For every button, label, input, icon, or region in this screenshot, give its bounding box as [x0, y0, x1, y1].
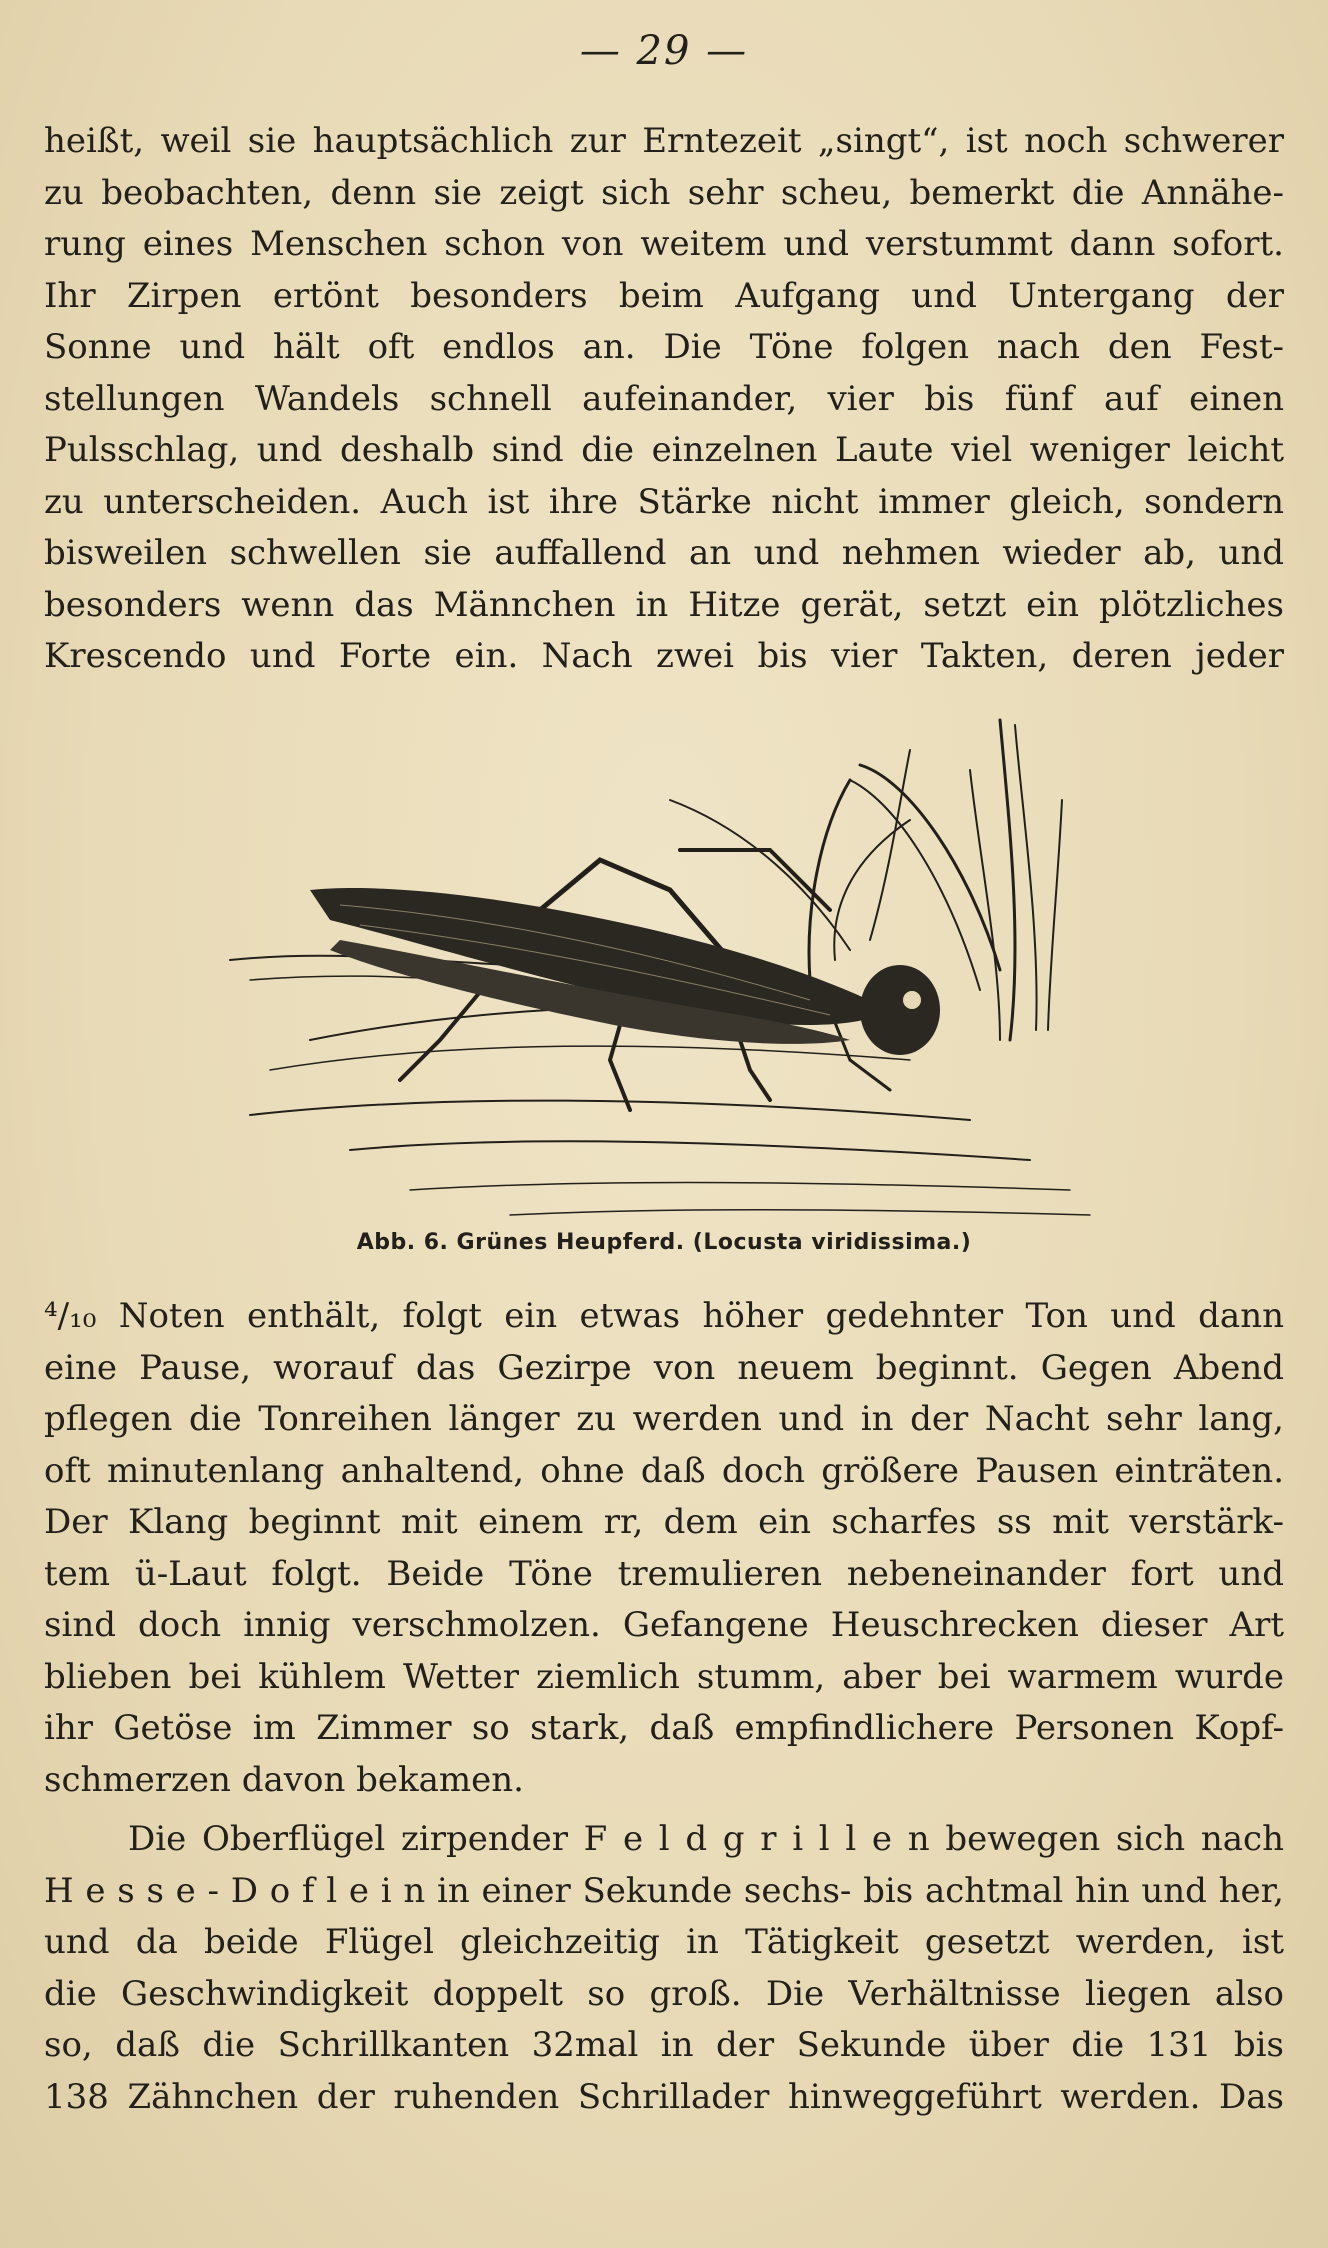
- text-line: heißt, weil sie hauptsächlich zur Erntezeit „singt“, ist noch schwerer: [44, 121, 1284, 161]
- text-line: zu unterscheiden. Auch ist ihre Stärke nicht immer gleich, sondern: [44, 481, 1284, 522]
- text-line: ⁴/₁₀ Noten enthält, folgt ein etwas höher gedehnter Ton und dann: [44, 1296, 1284, 1336]
- text-line: ihr Getöse im Zimmer so stark, daß empfindlichere Personen Kopf-: [44, 1708, 1284, 1748]
- text-line: H e s s e - D o f l e i n in einer Sekunde sechs- bis achtmal hin und her,: [44, 1870, 1284, 1911]
- page-number: — 29 —: [579, 28, 749, 74]
- text-line: blieben bei kühlem Wetter ziemlich stumm, aber bei warmem wurde: [44, 1656, 1284, 1697]
- text-line: Krescendo und Forte ein. Nach zwei bis vier Takten, deren jeder: [44, 636, 1284, 676]
- text-line: Ihr Zirpen ertönt besonders beim Aufgang und Untergang der: [44, 275, 1284, 316]
- text-line: 138 Zähnchen der ruhenden Schrillader hinweggeführt werden. Das: [44, 2076, 1284, 2117]
- text-line: schmerzen davon bekamen.: [44, 1759, 524, 1800]
- text-line: Pulsschlag, und deshalb sind die einzelnen Laute viel weniger leicht: [44, 430, 1284, 470]
- text-line: die Geschwindigkeit doppelt so groß. Die Verhältnisse liegen also: [44, 1973, 1284, 2014]
- text-line: oft minutenlang anhaltend, ohne daß doch größere Pausen einträten.: [44, 1450, 1284, 1491]
- text-line: so, daß die Schrillkanten 32mal in der Sekunde über die 131 bis: [44, 2025, 1284, 2065]
- text-line: bisweilen schwellen sie auffallend an und nehmen wieder ab, und: [44, 533, 1284, 573]
- paragraph-3: [44, 1814, 1284, 2123]
- text-line: tem ü-Laut folgt. Beide Töne tremulieren nebeneinander fort und: [44, 1553, 1284, 1594]
- text-line: Der Klang beginnt mit einem rr, dem ein scharfes ss mit verstärk-: [44, 1502, 1284, 1542]
- text-line: Sonne und hält oft endlos an. Die Töne folgen nach den Fest-: [44, 327, 1284, 367]
- paragraph-1: [44, 116, 1284, 683]
- grasshopper-illustration: [210, 710, 1110, 1230]
- paragraph-2: [44, 1291, 1284, 1806]
- text-line: besonders wenn das Männchen in Hitze gerät, setzt ein plötzliches: [44, 584, 1284, 625]
- text-line: pflegen die Tonreihen länger zu werden und in der Nacht sehr lang,: [44, 1399, 1284, 1439]
- text-line: und da beide Flügel gleichzeitig in Tätigkeit gesetzt werden, ist: [44, 1922, 1284, 1962]
- text-line: rung eines Menschen schon von weitem und verstummt dann sofort.: [44, 224, 1284, 264]
- figure-caption: Abb. 6. Grünes Heupferd. (Locusta viridissima.): [356, 1230, 972, 1255]
- text-line: eine Pause, worauf das Gezirpe von neuem beginnt. Gegen Abend: [44, 1347, 1284, 1388]
- text-line: sind doch innig verschmolzen. Gefangene Heuschrecken dieser Art: [44, 1605, 1284, 1645]
- grasshopper-icon: [210, 710, 1110, 1230]
- text-line: Die Oberflügel zirpender F e l d g r i l l e n bewegen sich nach: [128, 1819, 1284, 1859]
- text-line: zu beobachten, denn sie zeigt sich sehr scheu, bemerkt die Annähe-: [44, 172, 1284, 213]
- text-line: stellungen Wandels schnell aufeinander, vier bis fünf auf einen: [44, 378, 1284, 419]
